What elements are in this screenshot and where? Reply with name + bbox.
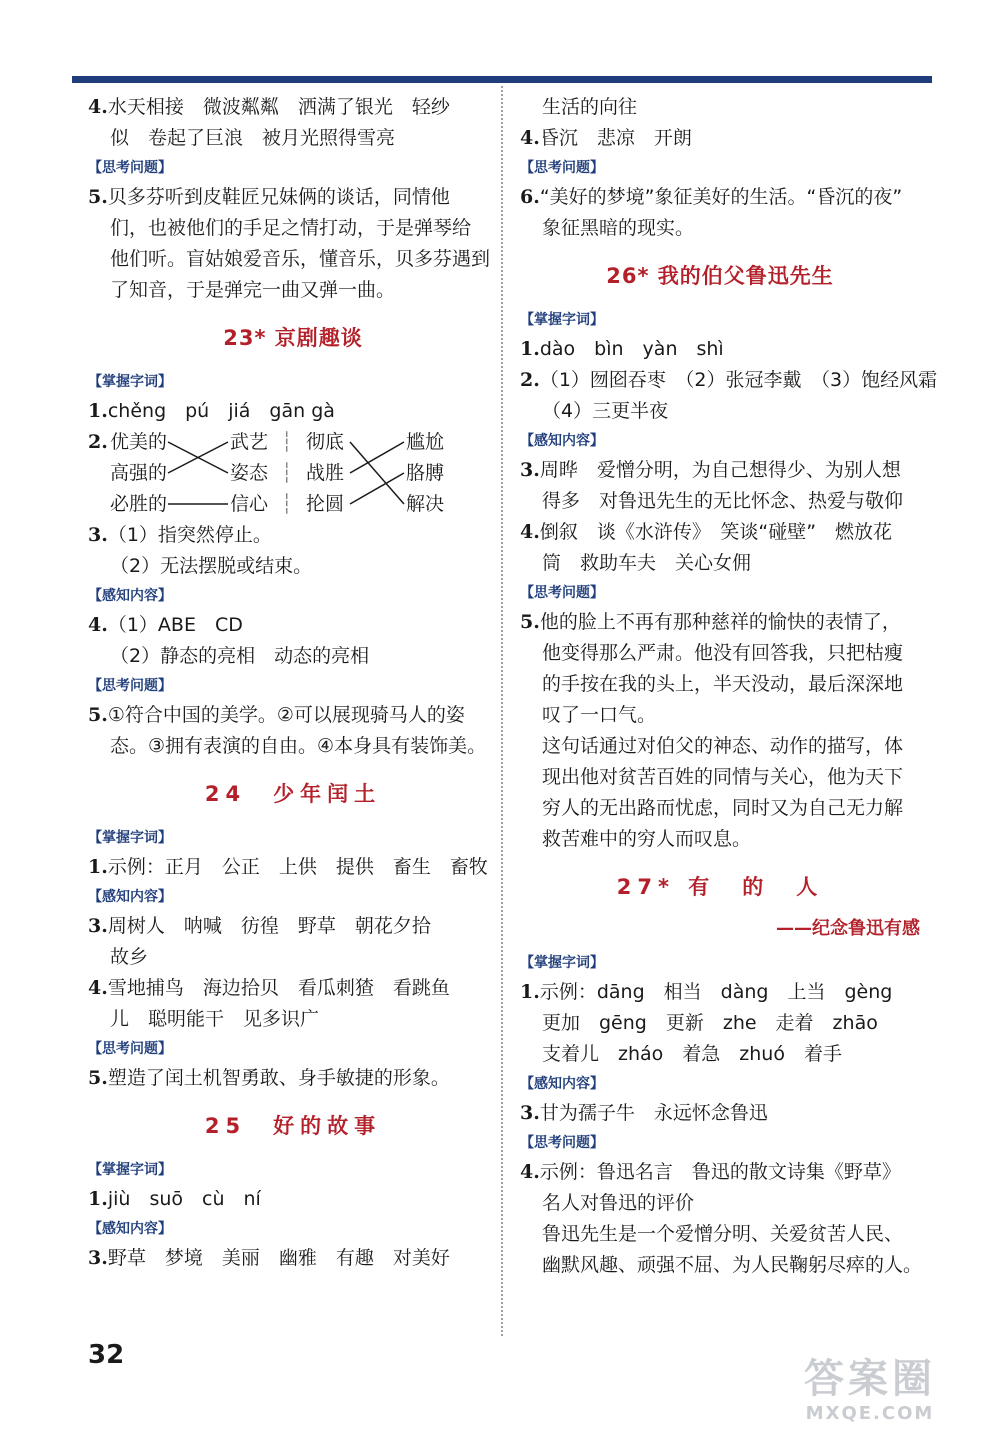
answer-1: 1.dào bìn yàn shì	[520, 338, 724, 360]
answer-5-cont: 他变得那么严肃。他没有回答我，只把枯瘦	[542, 642, 904, 664]
section-tag-words: 【掌握字词】	[88, 374, 172, 390]
match-right-2: 姿态	[230, 462, 269, 484]
match-line	[350, 473, 404, 504]
answer-6: 6.“美好的梦境”象征美好的生活。“昏沉的夜”	[520, 186, 903, 208]
match-left-2: 高强的	[110, 462, 168, 484]
match-left-6: 抡圆	[306, 493, 345, 515]
answer-4: 4.昏沉 悲凉 开朗	[520, 127, 692, 149]
answer-1: 1.示例：正月 公正 上供 提供 畜生 畜牧	[88, 856, 488, 878]
match-right-4: 尴尬	[406, 431, 445, 453]
lesson-24-heading: 24 少年闰土	[204, 782, 382, 806]
answer-3-cont: 生活的向往	[542, 96, 638, 118]
answer-5-cont: 穷人的无出路而忧虑，同时又为自己无力解	[542, 797, 904, 819]
section-tag-words: 【掌握字词】	[520, 955, 604, 971]
answer-5-cont: 他们听。盲姑娘爱音乐，懂音乐，贝多芬遇到	[110, 248, 491, 270]
watermark-text: 答案圈	[804, 1356, 936, 1402]
answer-4-cont: （2）静态的亮相 动态的亮相	[110, 645, 370, 667]
match-left-4: 彻底	[306, 431, 345, 453]
lesson-23-heading: 23* 京剧趣谈	[223, 326, 363, 350]
answer-5-cont: 的手按在我的头上，半天没动，最后深深地	[542, 673, 904, 695]
section-tag-think: 【思考问题】	[520, 160, 604, 176]
answer-4-cont: 幽默风趣、顽强不屈、为人民鞠躬尽瘁的人。	[542, 1254, 923, 1276]
answer-5: 5.他的脸上不再有那种慈祥的愉快的表情了，	[520, 611, 901, 633]
answer-1: 1.chěng pú jiá gān gà	[88, 400, 335, 422]
lesson-27-heading: 27* 有 的 人	[616, 875, 824, 899]
answer-2-number: 2.	[88, 431, 108, 453]
match-right-6: 解决	[406, 493, 445, 515]
answer-5-cont: 这句话通过对伯父的神态、动作的描写，体	[542, 735, 904, 757]
answer-1: 1.jiù suō cù ní	[88, 1188, 261, 1210]
answer-2: 2.（1）囫囵吞枣 （2）张冠李戴 （3）饱经风霜	[520, 369, 938, 391]
left-column	[88, 92, 498, 1274]
section-tag-think: 【思考问题】	[520, 1135, 604, 1151]
lesson-26-heading: 26* 我的伯父鲁迅先生	[606, 264, 834, 288]
lesson-27-subheading: ——纪念鲁迅有感	[776, 918, 920, 939]
answer-3-cont: （2）无法摆脱或结束。	[110, 555, 313, 577]
answer-3: 3.甘为孺子牛 永远怀念鲁迅	[520, 1102, 768, 1124]
answer-2-cont: （4）三更半夜	[542, 400, 669, 422]
answer-6-cont: 象征黑暗的现实。	[542, 217, 695, 239]
section-tag-words: 【掌握字词】	[520, 312, 604, 328]
section-tag-content: 【感知内容】	[88, 889, 172, 905]
match-right-5: 胳膊	[406, 462, 445, 484]
match-line	[350, 442, 404, 473]
section-tag-think: 【思考问题】	[88, 1041, 172, 1057]
match-line	[350, 442, 404, 504]
matching-exercise	[88, 427, 498, 520]
match-right-1: 武艺	[230, 431, 269, 453]
answer-1-cont: 支着儿 zháo 着急 zhuó 着手	[542, 1043, 842, 1065]
match-separator: ┆	[281, 462, 293, 484]
answer-4: 4.（1）ABE CD	[88, 614, 243, 636]
answer-5-cont: 叹了一口气。	[542, 704, 657, 726]
match-left-3: 必胜的	[110, 493, 168, 515]
answer-5: 5.①符合中国的美学。②可以展现骑马人的姿	[88, 704, 465, 726]
match-right-3: 信心	[230, 493, 269, 515]
answer-4-cont: 儿 聪明能干 见多识广	[110, 1008, 320, 1030]
answer-5-cont: 救苦难中的穷人而叹息。	[542, 828, 752, 850]
watermark-site: MXQE.COM	[805, 1403, 935, 1424]
answer-5-cont: 了知音，于是弹完一曲又弹一曲。	[110, 279, 396, 301]
answer-4-cont: 鲁迅先生是一个爱憎分明、关爱贫苦人民、	[542, 1223, 904, 1245]
section-tag-words: 【掌握字词】	[88, 830, 172, 846]
section-tag-content: 【感知内容】	[88, 588, 172, 604]
section-tag-content: 【感知内容】	[520, 1076, 604, 1092]
answer-5: 5.塑造了闰土机智勇敢、身手敏捷的形象。	[88, 1067, 450, 1089]
answer-4-cont: 筒 救助车夫 关心女佣	[542, 552, 752, 574]
match-separator: ┆	[281, 493, 293, 515]
answer-4: 4.示例：鲁迅名言 鲁迅的散文诗集《野草》	[520, 1161, 901, 1183]
answer-3: 3.（1）指突然停止。	[88, 524, 272, 546]
watermark-logo	[770, 1355, 970, 1435]
match-left-1: 优美的	[110, 431, 168, 453]
section-tag-think: 【思考问题】	[88, 678, 172, 694]
answer-5: 5.贝多芬听到皮鞋匠兄妹俩的谈话，同情他	[88, 186, 450, 208]
answer-3-cont: 得多 对鲁迅先生的无比怀念、热爱与敬仰	[542, 490, 904, 512]
answer-3: 3.周树人 呐喊 彷徨 野草 朝花夕拾	[88, 915, 431, 937]
section-tag-content: 【感知内容】	[520, 433, 604, 449]
match-separator: ┆	[281, 431, 293, 453]
answer-4-cont: 名人对鲁迅的评价	[542, 1192, 695, 1214]
section-tag-think: 【思考问题】	[88, 160, 172, 176]
page-number: 32	[88, 1340, 125, 1370]
answer-4: 4.倒叙 谈《水浒传》 笑谈“碰壁” 燃放花	[520, 521, 893, 543]
answer-4: 4.水天相接 微波粼粼 洒满了银光 轻纱	[88, 96, 450, 118]
answer-4: 4.雪地捕鸟 海边拾贝 看瓜刺猹 看跳鱼	[88, 977, 450, 999]
match-lines	[88, 427, 488, 520]
answer-5-cont: 现出他对贫苦百姓的同情与关心，他为天下	[542, 766, 904, 788]
column-divider	[501, 86, 503, 1336]
section-tag-words: 【掌握字词】	[88, 1162, 172, 1178]
section-tag-think: 【思考问题】	[520, 585, 604, 601]
lesson-25-heading: 25 好的故事	[204, 1114, 382, 1138]
section-tag-content: 【感知内容】	[88, 1221, 172, 1237]
answer-5-cont: 们，也被他们的手足之情打动，于是弹琴给	[110, 217, 472, 239]
answer-3: 3.野草 梦境 美丽 幽雅 有趣 对美好	[88, 1247, 450, 1269]
answer-3: 3.周晔 爱憎分明，为自己想得少、为别人想	[520, 459, 901, 481]
answer-5-cont: 态。③拥有表演的自由。④本身具有装饰美。	[110, 735, 487, 757]
right-column	[520, 92, 938, 1281]
top-rule	[72, 76, 932, 83]
answer-1: 1.示例：dāng 相当 dàng 上当 gèng	[520, 981, 893, 1003]
answer-3-cont: 故乡	[110, 946, 149, 968]
match-left-5: 战胜	[306, 462, 345, 484]
answer-4-cont: 似 卷起了巨浪 被月光照得雪亮	[110, 127, 396, 149]
answer-1-cont: 更加 gēng 更新 zhe 走着 zhāo	[542, 1012, 878, 1034]
